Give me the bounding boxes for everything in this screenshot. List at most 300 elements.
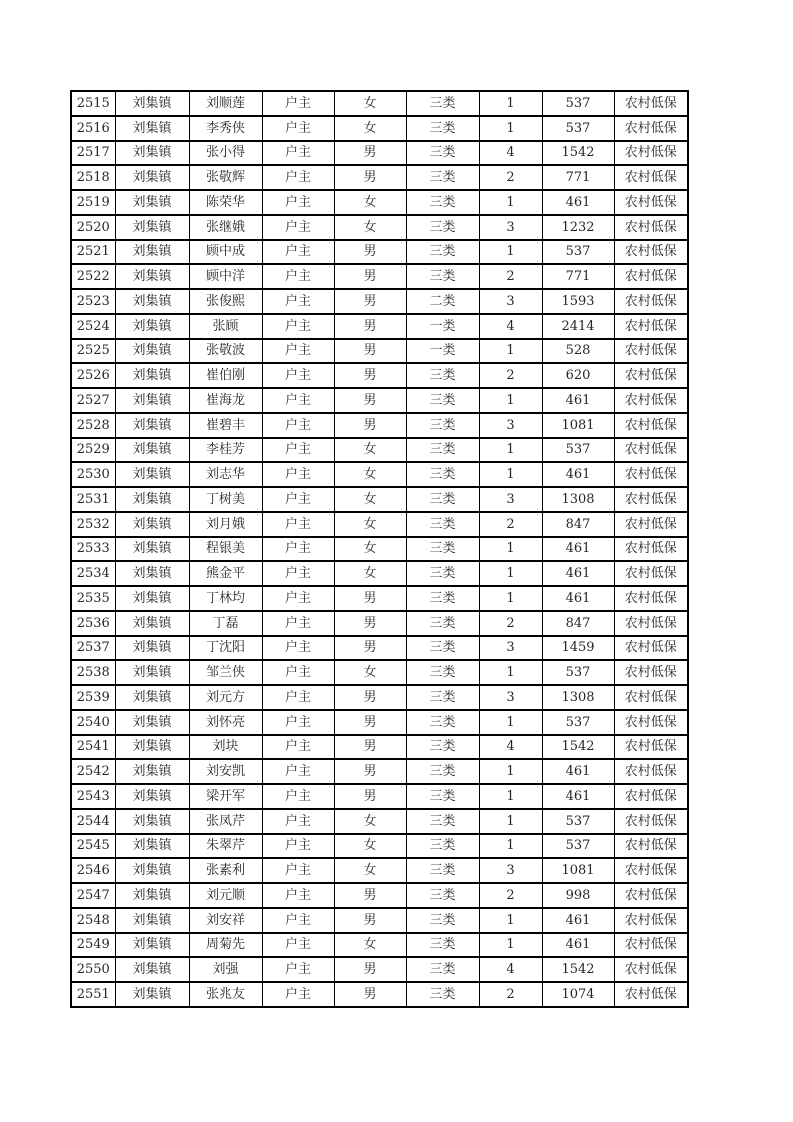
cell-amount: 537 (542, 438, 614, 463)
cell-name: 张顾 (189, 314, 262, 339)
cell-category: 三类 (406, 759, 479, 784)
cell-gender: 男 (334, 264, 406, 289)
table-row (71, 710, 688, 735)
cell-seq: 2544 (71, 809, 115, 834)
cell-gender: 男 (334, 685, 406, 710)
cell-gender: 女 (334, 512, 406, 537)
cell-town: 刘集镇 (115, 141, 189, 166)
cell-name: 熊金平 (189, 561, 262, 586)
cell-town: 刘集镇 (115, 611, 189, 636)
cell-seq: 2533 (71, 537, 115, 562)
table-row (71, 116, 688, 141)
table-row (71, 933, 688, 958)
cell-town: 刘集镇 (115, 883, 189, 908)
cell-seq: 2518 (71, 165, 115, 190)
cell-amount: 461 (542, 388, 614, 413)
cell-household_size: 3 (479, 289, 542, 314)
cell-name: 张素利 (189, 858, 262, 883)
cell-household_size: 4 (479, 314, 542, 339)
table-row (71, 982, 688, 1007)
cell-seq: 2548 (71, 908, 115, 933)
cell-assistance_type: 农村低保 (614, 141, 688, 166)
cell-household_size: 3 (479, 215, 542, 240)
cell-gender: 女 (334, 660, 406, 685)
table-row (71, 438, 688, 463)
cell-household_size: 1 (479, 240, 542, 265)
cell-amount: 528 (542, 339, 614, 364)
cell-name: 刘安祥 (189, 908, 262, 933)
cell-relation: 户主 (262, 190, 334, 215)
cell-amount: 1081 (542, 858, 614, 883)
cell-assistance_type: 农村低保 (614, 660, 688, 685)
cell-household_size: 1 (479, 586, 542, 611)
cell-household_size: 2 (479, 165, 542, 190)
cell-amount: 537 (542, 809, 614, 834)
table-row (71, 908, 688, 933)
cell-gender: 男 (334, 735, 406, 760)
cell-amount: 461 (542, 759, 614, 784)
cell-household_size: 1 (479, 759, 542, 784)
table-row (71, 858, 688, 883)
cell-amount: 847 (542, 512, 614, 537)
cell-category: 三类 (406, 834, 479, 859)
cell-relation: 户主 (262, 215, 334, 240)
cell-name: 刘块 (189, 735, 262, 760)
cell-town: 刘集镇 (115, 735, 189, 760)
cell-assistance_type: 农村低保 (614, 314, 688, 339)
cell-name: 刘怀亮 (189, 710, 262, 735)
cell-seq: 2547 (71, 883, 115, 908)
cell-seq: 2549 (71, 933, 115, 958)
cell-category: 三类 (406, 91, 479, 116)
cell-category: 三类 (406, 611, 479, 636)
cell-seq: 2538 (71, 660, 115, 685)
cell-assistance_type: 农村低保 (614, 561, 688, 586)
cell-assistance_type: 农村低保 (614, 190, 688, 215)
cell-assistance_type: 农村低保 (614, 982, 688, 1007)
cell-assistance_type: 农村低保 (614, 215, 688, 240)
cell-category: 三类 (406, 413, 479, 438)
table-row (71, 462, 688, 487)
cell-assistance_type: 农村低保 (614, 710, 688, 735)
cell-assistance_type: 农村低保 (614, 487, 688, 512)
cell-town: 刘集镇 (115, 586, 189, 611)
cell-name: 刘元方 (189, 685, 262, 710)
cell-seq: 2521 (71, 240, 115, 265)
cell-gender: 女 (334, 561, 406, 586)
cell-amount: 2414 (542, 314, 614, 339)
cell-seq: 2523 (71, 289, 115, 314)
cell-gender: 男 (334, 710, 406, 735)
cell-town: 刘集镇 (115, 314, 189, 339)
cell-household_size: 3 (479, 685, 542, 710)
table-row (71, 190, 688, 215)
records-tbody (71, 91, 688, 1007)
cell-relation: 户主 (262, 759, 334, 784)
cell-household_size: 1 (479, 339, 542, 364)
cell-town: 刘集镇 (115, 759, 189, 784)
cell-gender: 女 (334, 809, 406, 834)
cell-category: 三类 (406, 190, 479, 215)
cell-town: 刘集镇 (115, 487, 189, 512)
cell-name: 张凤芹 (189, 809, 262, 834)
cell-household_size: 1 (479, 834, 542, 859)
cell-category: 三类 (406, 363, 479, 388)
table-row (71, 561, 688, 586)
cell-household_size: 3 (479, 413, 542, 438)
cell-name: 丁沈阳 (189, 636, 262, 661)
cell-name: 陈荣华 (189, 190, 262, 215)
cell-relation: 户主 (262, 710, 334, 735)
cell-assistance_type: 农村低保 (614, 834, 688, 859)
cell-town: 刘集镇 (115, 240, 189, 265)
cell-gender: 女 (334, 858, 406, 883)
cell-gender: 女 (334, 834, 406, 859)
cell-gender: 男 (334, 339, 406, 364)
cell-household_size: 1 (479, 660, 542, 685)
cell-household_size: 3 (479, 858, 542, 883)
cell-name: 崔碧丰 (189, 413, 262, 438)
cell-household_size: 2 (479, 264, 542, 289)
cell-name: 刘顺莲 (189, 91, 262, 116)
cell-relation: 户主 (262, 933, 334, 958)
cell-town: 刘集镇 (115, 413, 189, 438)
cell-amount: 998 (542, 883, 614, 908)
table-row (71, 537, 688, 562)
cell-category: 三类 (406, 933, 479, 958)
cell-name: 梁开军 (189, 784, 262, 809)
cell-name: 丁树美 (189, 487, 262, 512)
cell-amount: 620 (542, 363, 614, 388)
cell-relation: 户主 (262, 586, 334, 611)
table-row (71, 636, 688, 661)
cell-amount: 461 (542, 190, 614, 215)
cell-relation: 户主 (262, 957, 334, 982)
cell-amount: 461 (542, 784, 614, 809)
cell-category: 三类 (406, 215, 479, 240)
cell-relation: 户主 (262, 438, 334, 463)
table-row (71, 487, 688, 512)
cell-relation: 户主 (262, 660, 334, 685)
cell-name: 李秀侠 (189, 116, 262, 141)
cell-category: 三类 (406, 561, 479, 586)
cell-household_size: 1 (479, 190, 542, 215)
table-row (71, 759, 688, 784)
cell-category: 三类 (406, 537, 479, 562)
cell-amount: 537 (542, 710, 614, 735)
cell-amount: 461 (542, 537, 614, 562)
cell-category: 三类 (406, 636, 479, 661)
cell-seq: 2542 (71, 759, 115, 784)
cell-assistance_type: 农村低保 (614, 438, 688, 463)
cell-category: 三类 (406, 784, 479, 809)
cell-household_size: 1 (479, 561, 542, 586)
cell-relation: 户主 (262, 388, 334, 413)
cell-assistance_type: 农村低保 (614, 883, 688, 908)
cell-gender: 男 (334, 413, 406, 438)
cell-amount: 1074 (542, 982, 614, 1007)
cell-category: 三类 (406, 264, 479, 289)
cell-seq: 2541 (71, 735, 115, 760)
cell-assistance_type: 农村低保 (614, 339, 688, 364)
cell-seq: 2535 (71, 586, 115, 611)
cell-assistance_type: 农村低保 (614, 858, 688, 883)
cell-household_size: 1 (479, 710, 542, 735)
cell-town: 刘集镇 (115, 537, 189, 562)
cell-gender: 男 (334, 586, 406, 611)
cell-amount: 1232 (542, 215, 614, 240)
cell-seq: 2540 (71, 710, 115, 735)
cell-household_size: 1 (479, 537, 542, 562)
cell-seq: 2546 (71, 858, 115, 883)
cell-seq: 2520 (71, 215, 115, 240)
cell-gender: 男 (334, 240, 406, 265)
cell-gender: 女 (334, 462, 406, 487)
cell-amount: 461 (542, 933, 614, 958)
cell-assistance_type: 农村低保 (614, 264, 688, 289)
cell-household_size: 2 (479, 512, 542, 537)
table-row (71, 660, 688, 685)
cell-assistance_type: 农村低保 (614, 512, 688, 537)
cell-gender: 男 (334, 289, 406, 314)
cell-amount: 1542 (542, 735, 614, 760)
cell-name: 李桂芳 (189, 438, 262, 463)
table-row (71, 91, 688, 116)
cell-household_size: 1 (479, 908, 542, 933)
table-row (71, 215, 688, 240)
table-row (71, 883, 688, 908)
cell-relation: 户主 (262, 908, 334, 933)
cell-relation: 户主 (262, 413, 334, 438)
cell-category: 三类 (406, 735, 479, 760)
table-row (71, 240, 688, 265)
cell-amount: 537 (542, 834, 614, 859)
cell-gender: 女 (334, 537, 406, 562)
cell-relation: 户主 (262, 314, 334, 339)
cell-amount: 1459 (542, 636, 614, 661)
cell-seq: 2517 (71, 141, 115, 166)
cell-category: 三类 (406, 165, 479, 190)
cell-assistance_type: 农村低保 (614, 91, 688, 116)
cell-town: 刘集镇 (115, 636, 189, 661)
cell-seq: 2519 (71, 190, 115, 215)
cell-household_size: 1 (479, 462, 542, 487)
cell-town: 刘集镇 (115, 933, 189, 958)
cell-assistance_type: 农村低保 (614, 240, 688, 265)
table-row (71, 339, 688, 364)
table-row (71, 141, 688, 166)
cell-relation: 户主 (262, 462, 334, 487)
table-row (71, 957, 688, 982)
cell-relation: 户主 (262, 834, 334, 859)
cell-amount: 461 (542, 462, 614, 487)
cell-town: 刘集镇 (115, 462, 189, 487)
cell-name: 顾中洋 (189, 264, 262, 289)
cell-name: 刘月娥 (189, 512, 262, 537)
cell-relation: 户主 (262, 339, 334, 364)
cell-relation: 户主 (262, 784, 334, 809)
cell-town: 刘集镇 (115, 561, 189, 586)
cell-household_size: 4 (479, 735, 542, 760)
cell-town: 刘集镇 (115, 264, 189, 289)
cell-town: 刘集镇 (115, 116, 189, 141)
cell-name: 邹兰侠 (189, 660, 262, 685)
cell-category: 三类 (406, 116, 479, 141)
cell-name: 张敬辉 (189, 165, 262, 190)
cell-seq: 2530 (71, 462, 115, 487)
cell-name: 张小得 (189, 141, 262, 166)
cell-gender: 女 (334, 91, 406, 116)
cell-relation: 户主 (262, 240, 334, 265)
cell-gender: 男 (334, 636, 406, 661)
cell-relation: 户主 (262, 91, 334, 116)
cell-gender: 男 (334, 883, 406, 908)
cell-category: 三类 (406, 388, 479, 413)
cell-name: 张继娥 (189, 215, 262, 240)
cell-category: 一类 (406, 339, 479, 364)
cell-name: 崔海龙 (189, 388, 262, 413)
cell-relation: 户主 (262, 537, 334, 562)
cell-town: 刘集镇 (115, 363, 189, 388)
table-row (71, 314, 688, 339)
cell-household_size: 1 (479, 933, 542, 958)
cell-relation: 户主 (262, 264, 334, 289)
table-row (71, 413, 688, 438)
cell-town: 刘集镇 (115, 908, 189, 933)
cell-gender: 女 (334, 933, 406, 958)
cell-amount: 771 (542, 264, 614, 289)
cell-relation: 户主 (262, 141, 334, 166)
cell-gender: 男 (334, 908, 406, 933)
cell-town: 刘集镇 (115, 388, 189, 413)
cell-relation: 户主 (262, 735, 334, 760)
cell-town: 刘集镇 (115, 91, 189, 116)
cell-category: 三类 (406, 685, 479, 710)
cell-household_size: 1 (479, 438, 542, 463)
cell-relation: 户主 (262, 636, 334, 661)
table-row (71, 264, 688, 289)
cell-town: 刘集镇 (115, 438, 189, 463)
cell-household_size: 2 (479, 611, 542, 636)
cell-amount: 537 (542, 116, 614, 141)
cell-category: 二类 (406, 289, 479, 314)
cell-amount: 461 (542, 908, 614, 933)
cell-name: 周菊先 (189, 933, 262, 958)
cell-assistance_type: 农村低保 (614, 289, 688, 314)
cell-gender: 女 (334, 190, 406, 215)
cell-amount: 1081 (542, 413, 614, 438)
table-row (71, 809, 688, 834)
cell-amount: 847 (542, 611, 614, 636)
cell-category: 三类 (406, 462, 479, 487)
cell-assistance_type: 农村低保 (614, 586, 688, 611)
cell-relation: 户主 (262, 116, 334, 141)
cell-amount: 461 (542, 561, 614, 586)
cell-amount: 1542 (542, 957, 614, 982)
table-row (71, 512, 688, 537)
cell-household_size: 2 (479, 883, 542, 908)
cell-household_size: 1 (479, 809, 542, 834)
cell-assistance_type: 农村低保 (614, 388, 688, 413)
cell-seq: 2527 (71, 388, 115, 413)
cell-relation: 户主 (262, 487, 334, 512)
cell-assistance_type: 农村低保 (614, 908, 688, 933)
cell-town: 刘集镇 (115, 982, 189, 1007)
cell-seq: 2545 (71, 834, 115, 859)
cell-relation: 户主 (262, 809, 334, 834)
cell-gender: 女 (334, 215, 406, 240)
cell-household_size: 3 (479, 487, 542, 512)
cell-category: 三类 (406, 512, 479, 537)
cell-category: 三类 (406, 660, 479, 685)
cell-relation: 户主 (262, 982, 334, 1007)
cell-assistance_type: 农村低保 (614, 685, 688, 710)
cell-seq: 2543 (71, 784, 115, 809)
cell-assistance_type: 农村低保 (614, 636, 688, 661)
cell-name: 张兆友 (189, 982, 262, 1007)
cell-seq: 2551 (71, 982, 115, 1007)
cell-gender: 男 (334, 611, 406, 636)
cell-amount: 461 (542, 586, 614, 611)
cell-amount: 537 (542, 91, 614, 116)
cell-category: 三类 (406, 586, 479, 611)
cell-household_size: 2 (479, 982, 542, 1007)
cell-gender: 男 (334, 314, 406, 339)
cell-name: 张俊熙 (189, 289, 262, 314)
cell-town: 刘集镇 (115, 710, 189, 735)
cell-assistance_type: 农村低保 (614, 933, 688, 958)
cell-household_size: 3 (479, 636, 542, 661)
cell-seq: 2534 (71, 561, 115, 586)
cell-household_size: 2 (479, 363, 542, 388)
cell-relation: 户主 (262, 165, 334, 190)
cell-seq: 2522 (71, 264, 115, 289)
table-row (71, 784, 688, 809)
cell-name: 张敬波 (189, 339, 262, 364)
cell-name: 刘安凯 (189, 759, 262, 784)
cell-category: 三类 (406, 438, 479, 463)
cell-town: 刘集镇 (115, 660, 189, 685)
cell-town: 刘集镇 (115, 339, 189, 364)
cell-seq: 2526 (71, 363, 115, 388)
cell-category: 三类 (406, 710, 479, 735)
cell-relation: 户主 (262, 512, 334, 537)
cell-relation: 户主 (262, 363, 334, 388)
cell-amount: 1542 (542, 141, 614, 166)
cell-name: 崔伯刚 (189, 363, 262, 388)
cell-seq: 2524 (71, 314, 115, 339)
cell-category: 三类 (406, 858, 479, 883)
cell-gender: 女 (334, 116, 406, 141)
cell-gender: 男 (334, 759, 406, 784)
cell-category: 三类 (406, 908, 479, 933)
cell-assistance_type: 农村低保 (614, 759, 688, 784)
records-table (70, 90, 689, 1008)
cell-gender: 女 (334, 438, 406, 463)
cell-relation: 户主 (262, 561, 334, 586)
cell-seq: 2515 (71, 91, 115, 116)
cell-name: 刘志华 (189, 462, 262, 487)
table-row (71, 388, 688, 413)
cell-household_size: 1 (479, 91, 542, 116)
cell-relation: 户主 (262, 289, 334, 314)
cell-gender: 男 (334, 982, 406, 1007)
cell-assistance_type: 农村低保 (614, 809, 688, 834)
cell-town: 刘集镇 (115, 784, 189, 809)
table-row (71, 165, 688, 190)
cell-assistance_type: 农村低保 (614, 413, 688, 438)
cell-seq: 2525 (71, 339, 115, 364)
